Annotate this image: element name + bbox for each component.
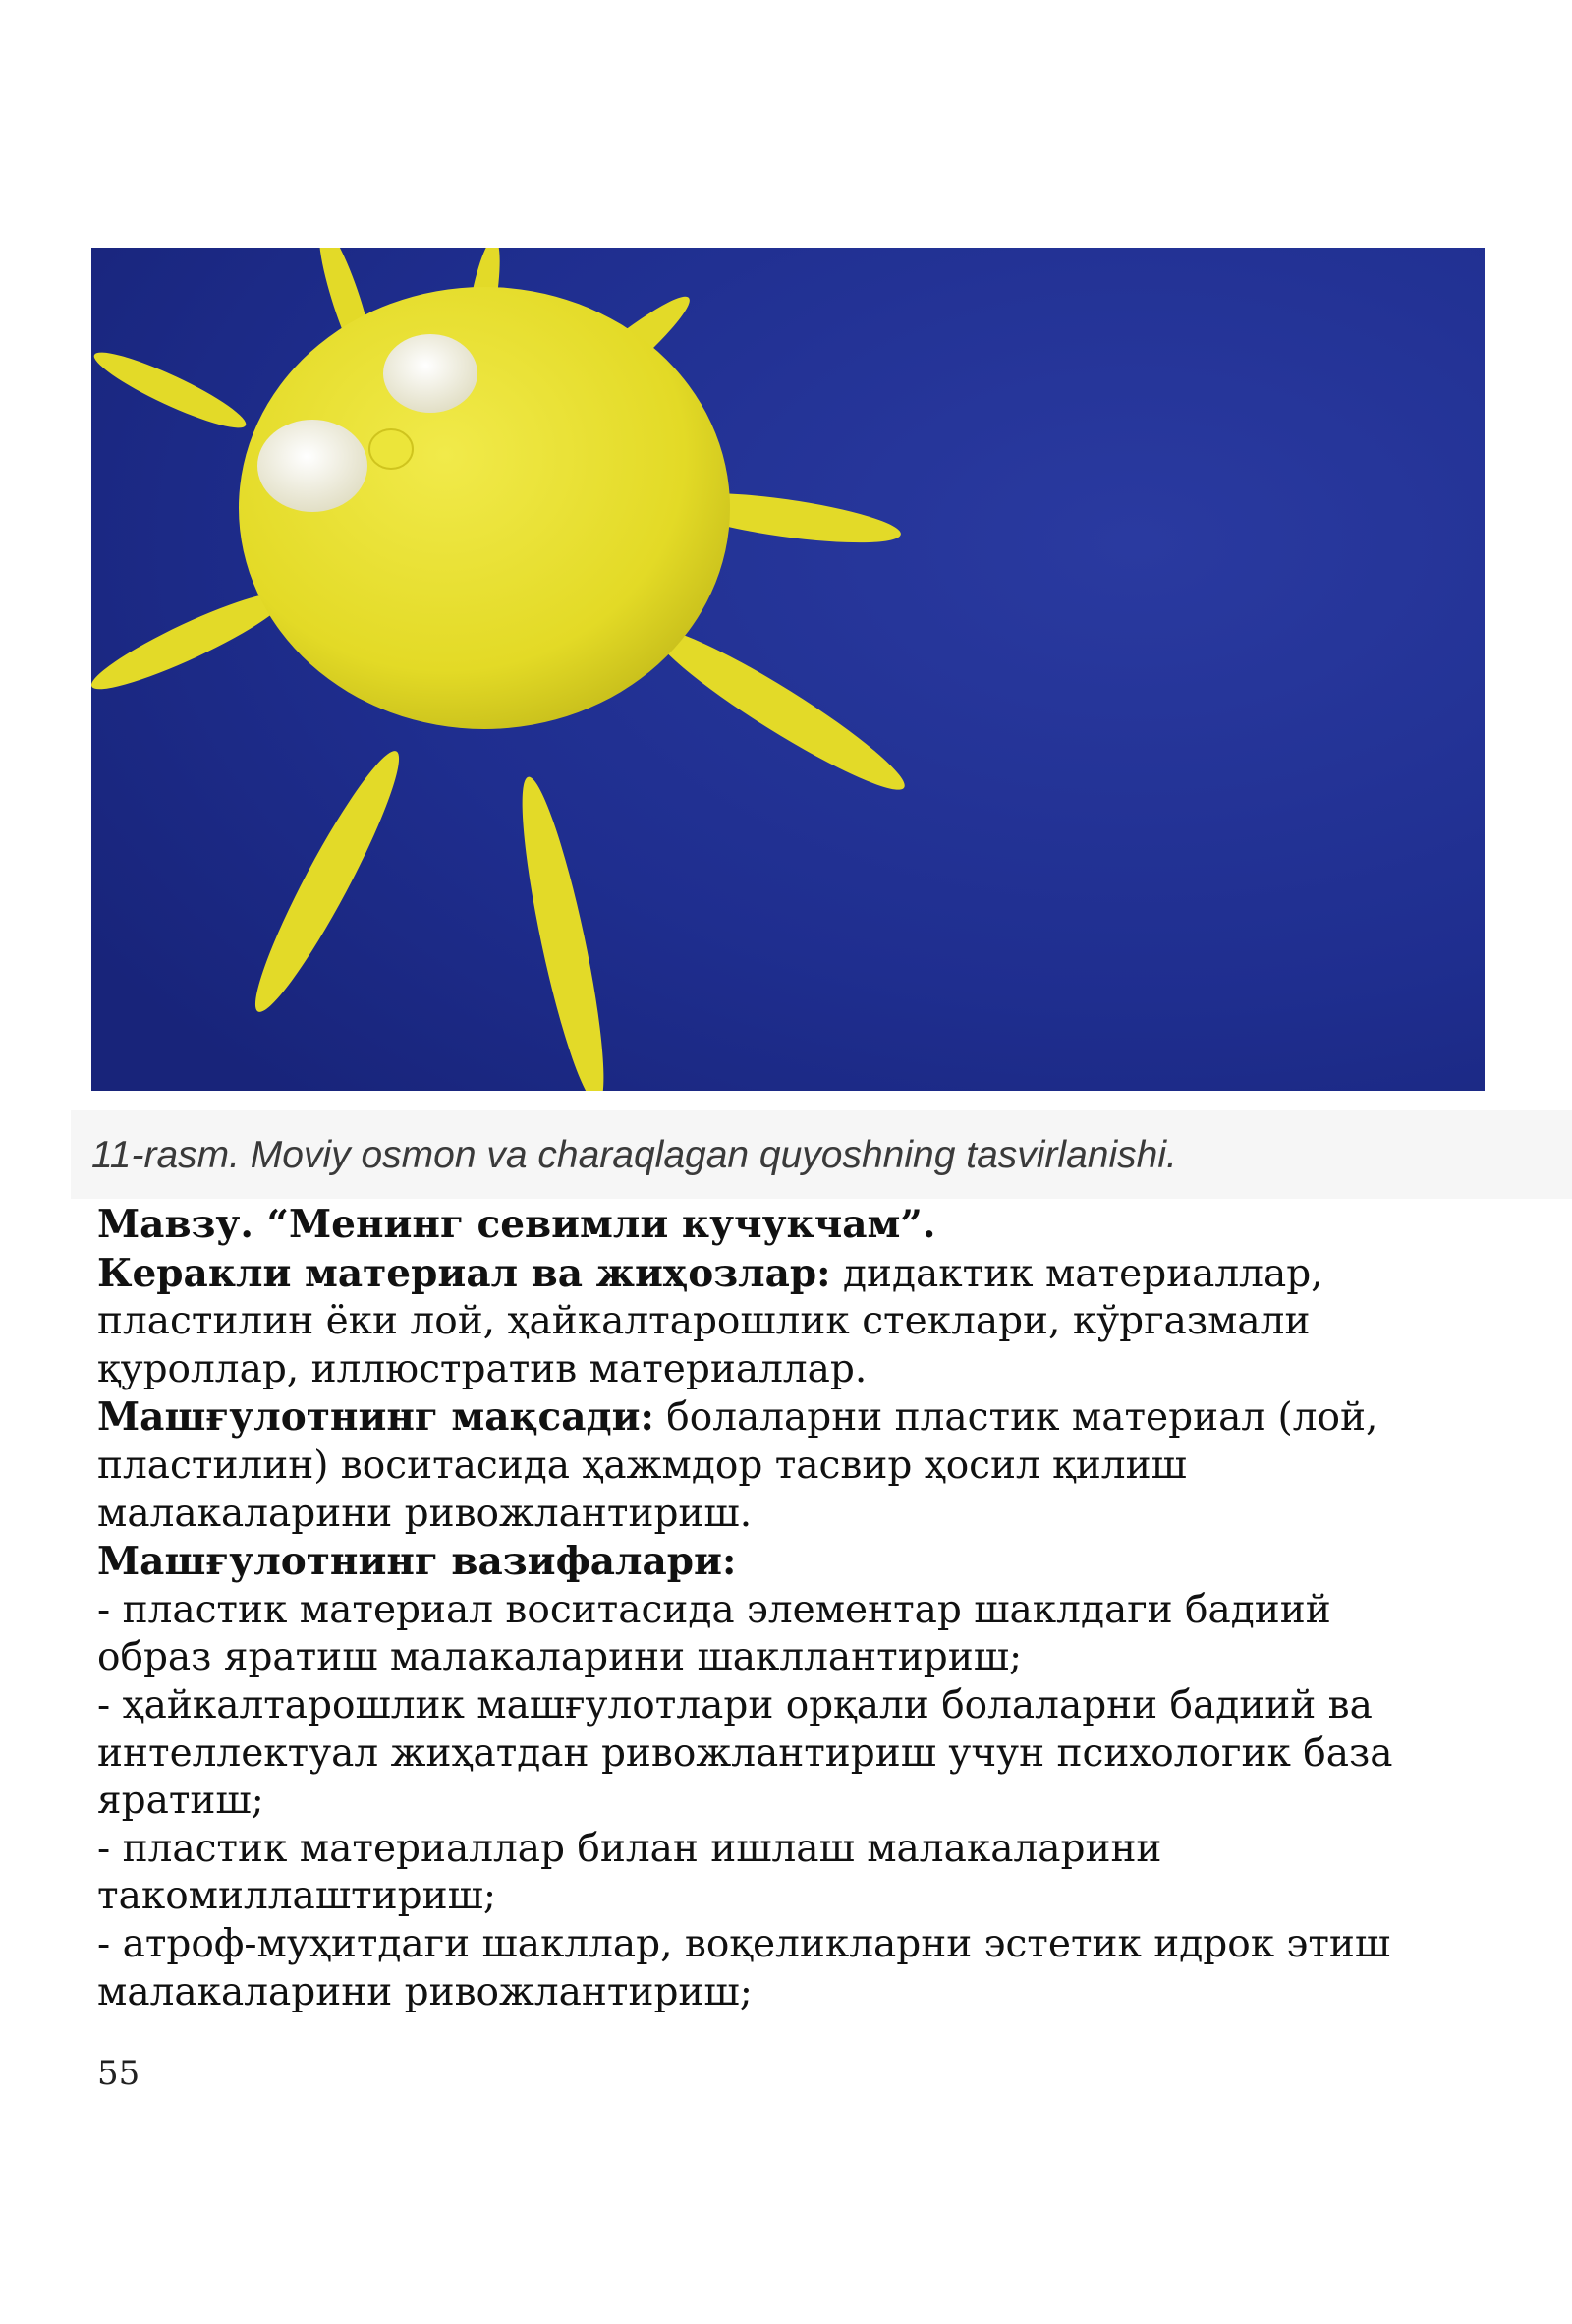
tasks-label: Машғулотнинг вазифалари: [97,1539,737,1585]
task-line-7: такомиллаштириш; [97,1874,496,1919]
task-line-9: малакаларини ривожлантириш; [97,1969,753,2014]
tasks-heading [97,1538,1512,1587]
task-line-4: интеллектуал жиҳатдан ривожлантириш учун психологик база [97,1730,1393,1776]
lesson-text [97,1201,1512,2016]
topic-title: Мавзу. “Менинг севимли кучукчам”. [97,1202,936,1247]
goal-label: Машғулотнинг мақсади: [97,1394,654,1441]
goal-line-3: малакаларини ривожлантириш. [97,1491,753,1536]
plasticine-sun-icon [91,248,1485,1091]
task-line-3: - ҳайкалтарошлик машғулотлари орқали болаларни бадиий ва [97,1682,1373,1728]
materials-line-2: пластилин ёки лой, ҳайкалтарошлик стеклари, кўргазмали [97,1299,1311,1344]
page-number: 55 [97,2054,140,2093]
task-line-8: - атроф-муҳитдаги шакллар, воқеликларни эстетик идрок этиш [97,1921,1391,1966]
goal-text: болаларни пластик материал (лой, [666,1395,1378,1441]
materials-text: дидактик материаллар, [842,1251,1323,1296]
sun-illustration [91,248,1485,1091]
task-line-1: - пластик материал воситасида элементар шаклдаги бадиий [97,1587,1331,1632]
goal-line-1 [97,1393,1512,1443]
goal-line-2: пластилин) воситасида ҳажмдор тасвир ҳосил қилиш [97,1443,1187,1488]
task-line-5: яратиш; [97,1779,264,1824]
figure-caption: 11-rasm. Moviy osmon va charaqlagan quyoshning tasvirlanishi. [91,1134,1177,1176]
topic-line [97,1201,1512,1250]
materials-label: Керакли материал ва жиҳозлар: [97,1250,831,1296]
materials-line-1 [97,1250,1512,1299]
task-line-6: - пластик материаллар билан ишлаш малакаларини [97,1826,1162,1871]
materials-line-3: қуроллар, иллюстратив материаллар. [97,1346,868,1391]
task-line-2: образ яратиш малакаларини шакллантириш; [97,1635,1023,1680]
